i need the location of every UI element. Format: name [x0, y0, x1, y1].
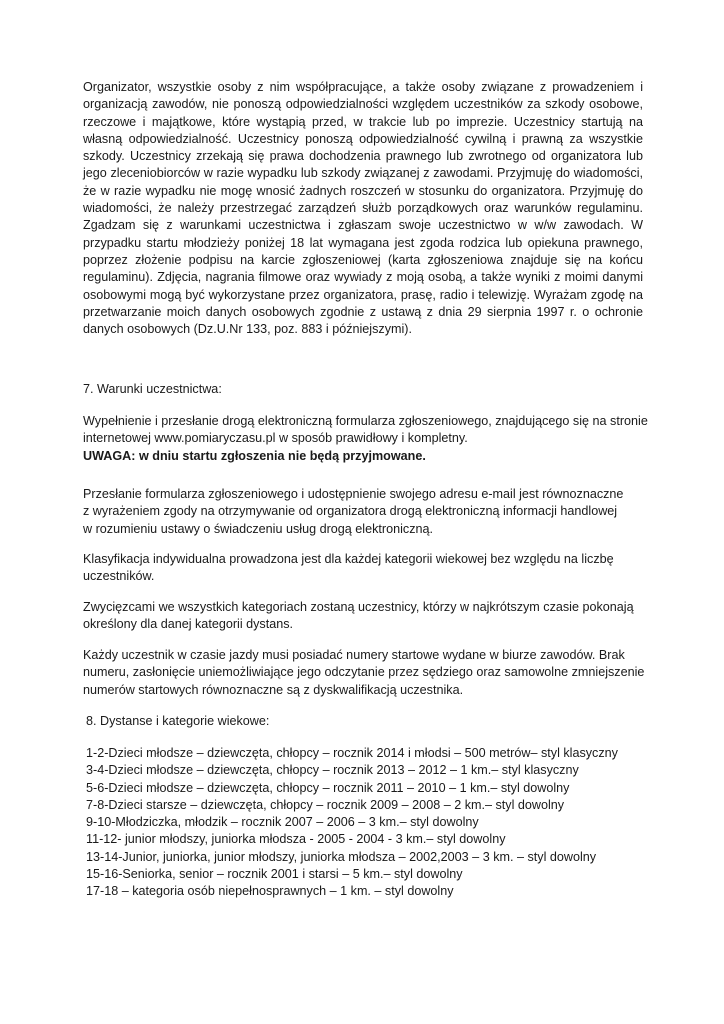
category-item: 9-10-Młodziczka, młodzik – rocznik 2007 – 2006 – 3 km.– styl dowolny	[86, 815, 479, 830]
email-consent-line-3: w rozumieniu ustawy o świadczeniu usług drogą elektroniczną.	[83, 521, 434, 536]
section-8-heading: 8. Dystanse i kategorie wiekowe:	[86, 714, 270, 728]
category-item: 3-4-Dzieci młodsze – dziewczęta, chłopcy – rocznik 2013 – 2012 – 1 km.– styl klasyczny	[86, 763, 579, 778]
category-item: 13-14-Junior, juniorka, junior młodszy, juniorka młodsza – 2002,2003 – 3 km. – styl dowolny	[86, 849, 597, 864]
liability-section	[83, 79, 643, 338]
classification-paragraph	[83, 551, 643, 586]
category-list	[86, 745, 646, 901]
registration-paragraph	[83, 413, 648, 465]
classification-line-2: uczestników.	[83, 569, 155, 584]
category-item: 15-16-Seniorka, senior – rocznik 2001 i starsi – 5 km.– styl dowolny	[86, 867, 463, 882]
start-numbers-line-2: numeru, zasłonięcie uniemożliwiające jego odczytanie przez sędziego oraz samowolne zmniejszenie	[83, 665, 645, 680]
category-item: 7-8-Dzieci starsze – dziewczęta, chłopcy – rocznik 2009 – 2008 – 2 km.– styl dowolny	[86, 797, 565, 812]
category-item: 1-2-Dzieci młodsze – dziewczęta, chłopcy – rocznik 2014 i młodsi – 500 metrów– styl klasyczny	[86, 746, 618, 760]
liability-paragraph: Organizator, wszystkie osoby z nim współpracujące, a także osoby związane z prowadzeniem i organizacją zawodów, nie ponoszą odpowiedzialności względem uczestników za szkody osobowe, rzeczowe i majątkowe, które wystąpią przed, w trakcie lub po imprezie. Uczestnicy startują na własną odpowiedzialność. Uczestnicy ponoszą odpowiedzialność cywilną i prawną za wszystkie szkody. Uczestnicy zrzekają się prawa dochodzenia prawnego lub zwrotnego od organizatora lub jego zleceniobiorców w razie wypadku lub szkody związanej z zawodami. Przyjmuję do wiadomości, że w razie wypadku nie mogę wnosić żadnych roszczeń w stosunku do organizatora. Przyjmuję do wiadomości, że należy przestrzegać zarządzeń służb porządkowych oraz warunków regulaminu. Zgadzam się z warunkami uczestnictwa i zgłaszam swoje uczestnictwo w w/w zawodach. W przypadku startu młodzieży poniżej 18 lat wymagana jest zgoda rodzica lub opiekuna prawnego, poprzez złożenie podpisu na karcie zgłoszeniowej (karta zgłoszeniowa znajduje się na końcu regulaminu). Zdjęcia, nagrania filmowe oraz wywiady z moją osobą, a także wyniki z moimi danymi osobowymi mogą być wykorzystane przez organizatora, prasę, radio i telewizję. Wyrażam zgodę na przetwarzanie moich danych osobowych zgodnie z ustawą z dnia 29 sierpnia 1997 r. o ochronie danych osobowych (Dz.U.Nr 133, poz. 883 i późniejszymi).	[83, 80, 643, 337]
email-consent-line-2: z wyrażeniem zgody na otrzymywanie od organizatora drogą elektroniczną informacji handlowej	[83, 504, 618, 519]
start-numbers-line-1: Każdy uczestnik w czasie jazdy musi posiadać numery startowe wydane w biurze zawodów. Brak	[83, 648, 625, 662]
registration-line-2: internetowej www.pomiaryczasu.pl w sposób prawidłowy i kompletny.	[83, 431, 468, 446]
category-item: 11-12- junior młodszy, juniorka młodsza - 2005 - 2004 - 3 km.– styl dowolny	[86, 832, 506, 847]
start-numbers-paragraph	[83, 647, 643, 699]
warning-notice: UWAGA: w dniu startu zgłoszenia nie będą przyjmowane.	[83, 448, 426, 463]
winners-line-2: określony dla danej kategorii dystans.	[83, 617, 294, 632]
email-consent-line-1: Przesłanie formularza zgłoszeniowego i udostępnienie swojego adresu e-mail jest równoznaczne	[83, 487, 624, 501]
section-7-heading: 7. Warunki uczestnictwa:	[83, 382, 222, 396]
category-item: 17-18 – kategoria osób niepełnosprawnych – 1 km. – styl dowolny	[86, 884, 454, 899]
classification-line-1: Klasyfikacja indywidualna prowadzona jest dla każdej kategorii wiekowej bez względu na liczbę	[83, 552, 614, 566]
category-item: 5-6-Dzieci młodsze – dziewczęta, chłopcy – rocznik 2011 – 2010 – 1 km.– styl dowolny	[86, 780, 570, 795]
start-numbers-line-3: numerów startowych równoznaczne są z dyskwalifikacją uczestnika.	[83, 682, 464, 697]
winners-line-1: Zwycięzcami we wszystkich kategoriach zostaną uczestnicy, którzy w najkrótszym czasie pokonają	[83, 600, 634, 614]
registration-line-1: Wypełnienie i przesłanie drogą elektroniczną formularza zgłoszeniowego, znajdującego się na stronie	[83, 414, 648, 428]
winners-paragraph	[83, 599, 643, 634]
email-consent-paragraph	[83, 486, 643, 538]
